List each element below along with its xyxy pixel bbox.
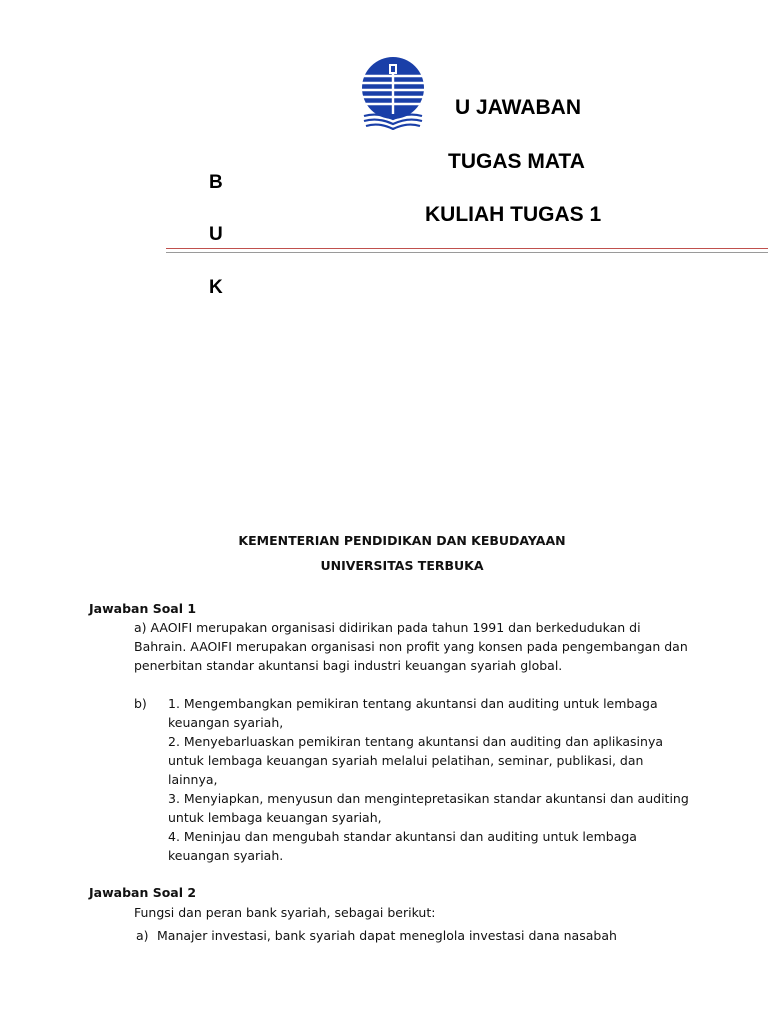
soal1-b-line: 3. Menyiapkan, menyusun dan mengintepretasikan standar akuntansi dan auditing <box>168 791 689 806</box>
soal2-a-text: Manajer investasi, bank syariah dapat meneglola investasi dana nasabah <box>157 928 617 943</box>
soal1-b-marker: b) <box>134 696 147 711</box>
soal1-b-line: 1. Mengembangkan pemikiran tentang akuntansi dan auditing untuk lembaga <box>168 696 658 711</box>
side-letter-k: K <box>209 277 223 298</box>
soal2-a-marker: a) <box>136 928 149 943</box>
soal1-b-line: 4. Meninjau dan mengubah standar akuntansi dan auditing untuk lembaga <box>168 829 637 844</box>
university-name: UNIVERSITAS TERBUKA <box>320 558 484 573</box>
soal2-heading: Jawaban Soal 2 <box>89 885 197 900</box>
soal1-answer-a <box>134 618 694 675</box>
side-letter-b: B <box>209 172 223 193</box>
soal1-b-line: keuangan syariah. <box>168 848 284 863</box>
header-rule-gray <box>166 252 768 253</box>
university-logo-icon <box>360 56 426 130</box>
side-letter-u: U <box>209 224 223 245</box>
soal1-b-line: untuk lembaga keuangan syariah, <box>168 810 382 825</box>
title-line-3: KULIAH TUGAS 1 <box>425 203 602 226</box>
soal1-a-line: a) AAOIFI merupakan organisasi didirikan pada tahun 1991 dan berkedudukan di <box>134 620 641 635</box>
soal1-heading: Jawaban Soal 1 <box>89 601 197 616</box>
soal1-b-line: untuk lembaga keuangan syariah melalui pelatihan, seminar, publikasi, dan <box>168 753 644 768</box>
soal1-answer-b <box>168 694 728 865</box>
ministry-name: KEMENTERIAN PENDIDIKAN DAN KEBUDAYAAN <box>238 533 566 548</box>
title-line-2: TUGAS MATA <box>448 150 585 173</box>
header-rule-red <box>166 248 768 249</box>
title-line-1: U JAWABAN <box>455 96 582 119</box>
soal1-a-line: penerbitan standar akuntansi bagi industri keuangan syariah global. <box>134 658 563 673</box>
soal1-a-line: Bahrain. AAOIFI merupakan organisasi non profit yang konsen pada pengembangan dan <box>134 639 688 654</box>
soal1-b-line: keuangan syariah, <box>168 715 284 730</box>
soal1-b-line: 2. Menyebarluaskan pemikiran tentang akuntansi dan auditing dan aplikasinya <box>168 734 664 749</box>
soal2-intro: Fungsi dan peran bank syariah, sebagai berikut: <box>134 905 436 920</box>
soal1-b-line: lainnya, <box>168 772 218 787</box>
